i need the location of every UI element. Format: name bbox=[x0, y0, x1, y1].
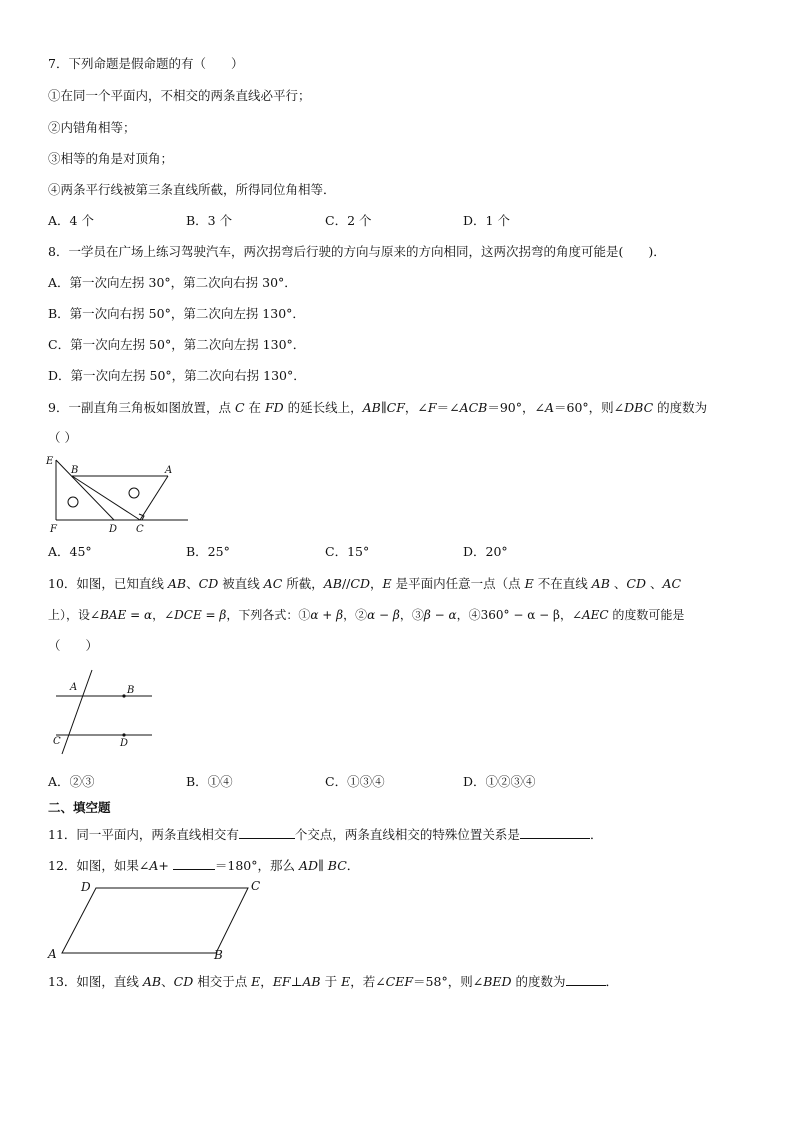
q7-option-a: A．4 个 bbox=[48, 213, 94, 228]
q12-label-b: B bbox=[214, 948, 223, 962]
q10-line-3: （ ） bbox=[48, 638, 99, 653]
q12-label-c: C bbox=[251, 879, 261, 893]
q13-stem: 13．如图，直线 AB、CD 相交于点 E，EF⊥AB 于 E，若∠CEF＝58°，则∠BED 的度数为 ． bbox=[48, 974, 619, 989]
q12-blank[interactable] bbox=[173, 857, 215, 870]
q9-stem-paren: （ ） bbox=[48, 430, 77, 445]
q9-option-c: C．15° bbox=[325, 544, 370, 559]
q9-option-a: A．45° bbox=[48, 544, 92, 559]
q9-label-a: A bbox=[165, 465, 173, 476]
q8-option-c: C．第一次向左拐 50°，第二次向左拐 130°． bbox=[48, 337, 306, 352]
q7-item-3: ③相等的角是对顶角； bbox=[48, 151, 174, 166]
q10-option-b: B．①④ bbox=[186, 774, 233, 789]
q7-item-4: ④两条平行线被第三条直线所截，所得同位角相等． bbox=[48, 182, 336, 197]
q9-label-e: E bbox=[46, 456, 54, 467]
q8-stem: 8．一学员在广场上练习驾驶汽车，两次拐弯后行驶的方向与原来的方向相同，这两次拐弯的角度可能是( )． bbox=[48, 244, 666, 259]
q8-option-b: B．第一次向右拐 50°，第二次向左拐 130°． bbox=[48, 306, 305, 321]
q9-label-c: C bbox=[136, 524, 144, 535]
q9-figure bbox=[44, 452, 194, 536]
q7-option-b: B．3 个 bbox=[186, 213, 233, 228]
q13-blank[interactable] bbox=[566, 973, 606, 986]
q7-item-1: ①在同一个平面内，不相交的两条直线必平行； bbox=[48, 88, 311, 103]
q10-label-c: C bbox=[53, 736, 61, 747]
q10-option-a: A．②③ bbox=[48, 774, 95, 789]
q10-label-b: B bbox=[127, 685, 135, 696]
q11-blank-2[interactable] bbox=[520, 826, 590, 839]
q10-line-1: 10．如图，已知直线 AB、CD 被直线 AC 所截，AB//CD，E 是平面内任意一点（点 E 不在直线 AB 、CD 、AC bbox=[48, 576, 682, 591]
q9-option-d: D．20° bbox=[463, 544, 508, 559]
q11-blank-1[interactable] bbox=[239, 826, 295, 839]
q8-option-a: A．第一次向左拐 30°，第二次向右拐 30°． bbox=[48, 275, 297, 290]
q12-label-d: D bbox=[81, 880, 91, 894]
q12-label-a: A bbox=[48, 947, 57, 961]
q10-label-a: A bbox=[70, 682, 78, 693]
section-heading-fill-in: 二、填空题 bbox=[48, 800, 111, 815]
q11-stem: 11．同一平面内，两条直线相交有 个交点，两条直线相交的特殊位置关系是 ． bbox=[48, 827, 603, 842]
q10-option-c: C．①③④ bbox=[325, 774, 385, 789]
q7-option-c: C．2 个 bbox=[325, 213, 372, 228]
q9-option-b: B．25° bbox=[186, 544, 230, 559]
q12-figure bbox=[44, 876, 274, 964]
q9-label-f: F bbox=[50, 524, 57, 535]
q7-item-2: ②内错角相等； bbox=[48, 120, 136, 135]
q10-figure bbox=[44, 664, 164, 758]
q12-stem: 12．如图，如果∠A+ ＝180°，那么 AD∥ BC． bbox=[48, 858, 360, 873]
q10-option-d: D．①②③④ bbox=[463, 774, 536, 789]
q9-stem: 9．一副直角三角板如图放置，点 C 在 FD 的延长线上，AB∥CF，∠F＝∠ACB＝90°，∠A＝60°，则∠DBC 的度数为 bbox=[48, 400, 708, 415]
q10-line-2: 上），设∠BAE = α，∠DCE = β，下列各式：①α + β，②α − β，③β − α，④360° − α − β，∠AEC 的度数可能是 bbox=[48, 608, 685, 622]
q9-label-b: B bbox=[71, 465, 79, 476]
q9-label-d: D bbox=[109, 524, 118, 535]
q7-stem: 7．下列命题是假命题的有（ ） bbox=[48, 56, 244, 71]
q7-option-d: D．1 个 bbox=[463, 213, 510, 228]
q8-option-d: D．第一次向左拐 50°，第二次向右拐 130°． bbox=[48, 368, 306, 383]
q10-label-d: D bbox=[120, 738, 129, 749]
